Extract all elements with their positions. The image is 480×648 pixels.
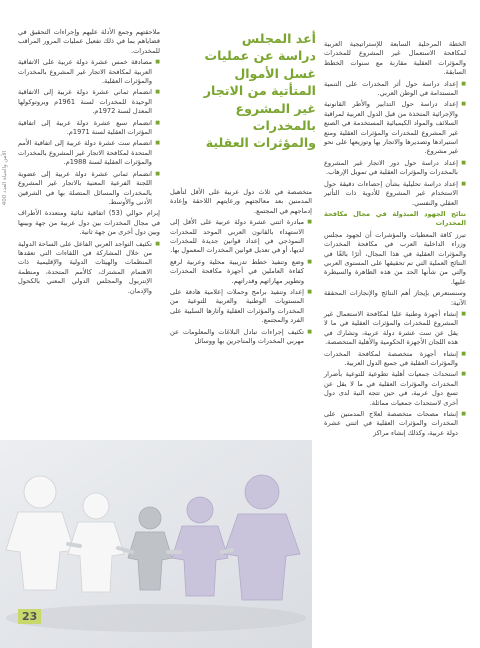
right-paragraph-3: وسنستعرض بإيجاز أهم النتائج والإنجازات المحققة الآتية: — [324, 289, 466, 307]
left-list — [18, 58, 160, 207]
side-label: الأمن والحياة العدد 400 — [2, 150, 8, 206]
left-paragraph: إبرام حوالي (53) اتفاقية ثنائية ومتعددة الأطراف في مجال المخدرات بين دول عربية من جهة وبينها وبين دول أخرى من جهة ثانية. — [18, 209, 160, 237]
list-item: ■ إعداد دراسة حول التدابير والأطر القانونية والإجرائية المتخذة من قبل الدول العربية لمراقبة السلائف والمواد الكيميائية المستخدمة في الصنع غير المشروع للمخدرات والمؤثرات العقلية ومنع استيرادها وتصديرها والاتجار بها وتوزيعها على نحو غير مشروع. — [324, 100, 466, 156]
headline-line: أعد المجلس — [241, 31, 316, 46]
list-item: ■ مصادقة خمس عشرة دولة عربية على الاتفاقية العربية لمكافحة الاتجار غير المشروع بالمخدرات والمؤثرات العقلية. — [18, 58, 160, 86]
list-item: ■ إعداد دراسة حول أثر المخدرات على التنمية المستدامة في الوطن العربي. — [324, 80, 466, 99]
headline-line: والمؤثرات العقلية — [205, 135, 316, 151]
pull-quote-headline — [170, 30, 316, 182]
section-heading: نتائج الجهود المبذولة في مجال مكافحة المخدرات — [324, 209, 466, 228]
headline-line: غير المشروع — [235, 100, 316, 116]
list-item: ■ انضمام ثماني عشرة دولة عربية إلى الاتفاقية الوحيدة للمخدرات لسنة 1961م وبروتوكولها المعدل لسنة 1972م. — [18, 88, 160, 116]
list-item: ■ انضمام ست عشرة دولة عربية إلى اتفاقية الأمم المتحدة لمكافحة الاتجار غير المشروع بالمخدرات والمؤثرات العقلية لسنة 1988م. — [18, 139, 160, 167]
left-list-2 — [18, 240, 160, 296]
left-column — [18, 28, 160, 298]
list-item: ■ تكثيف التواجد العربي الفاعل على الساحة الدولية من خلال المشاركة في اللقاءات التي تعقدها المنظمات والهيئات الدولية والإقليمية ذات الاهتمام المشترك، كالأمم المتحدة، ومنظمة الإنتربول والمجلس الدولي المعني بالكحول والإدمان. — [18, 240, 160, 296]
middle-column — [170, 188, 312, 349]
list-item: ■ انضمام سبع عشرة دولة عربية إلى اتفاقية المؤثرات العقلية لسنة 1971م. — [18, 119, 160, 138]
list-item: ■ مبادرة اثنتي عشرة دولة عربية على الأقل إلى الاستهداء بالقانون العربي الموحد للمخدرات النموذجي في إعداد قوانين جديدة للمخدرات لديها، أو في تعديل قوانين المخدرات المعمول بها. — [170, 218, 312, 256]
list-item: ■ إعداد وتنفيذ برامج وحملات إعلامية هادفة على المستويات الوطنية والعربية للتوعية من المخدرات والمؤثرات العقلية وآثارها السلبية على الفرد والمجتمع. — [170, 288, 312, 326]
list-item: ■ إنشاء مصحات متخصصة لعلاج المدمنين على المخدرات والمؤثرات العقلية في اثنتي عشرة دولة عربية، وكذلك إنشاء مراكز — [324, 410, 466, 438]
right-paragraph-2: تبرز كافة المعطيات والمؤشرات أن لجهود مجلس وزراء الداخلية العرب في مكافحة المخدرات والمؤثرات العقلية في هذا المجال، أثرًا بالغًا في النتائج العملية التي تم تحقيقها على المستوى العربي والتي من شأنها الحد من هذه الظاهرة والسيطرة عليها. — [324, 230, 466, 286]
headline-line: دراسة عن عمليات — [204, 48, 316, 64]
page-number: 23 — [18, 609, 41, 624]
list-item: ■ إعداد دراسة تحليلية بشأن إحصاءات دقيقة حول الاستخدام غير المشروع للأدوية ذات التأثير العقلي والنفسي. — [324, 180, 466, 208]
middle-list — [170, 218, 312, 346]
list-item: ■ وضع وتنفيذ خطط تدريبية محلية وعربية لرفع كفاءة العاملين في أجهزة مكافحة المخدرات وتطوير مهاراتهم وقدراتهم. — [170, 258, 312, 286]
list-item: ■ تكثيف إجراءات تبادل البلاغات والمعلومات عن مهربي المخدرات والمتاجرين بها ووسائل — [170, 328, 312, 347]
right-intro: الخطة المرحلية السابعة للإستراتيجية العربية لمكافحة الاستعمال غير المشروع للمخدرات والمؤثرات العقلية مقارنة مع سنوات الخطط السابقة. — [324, 40, 466, 77]
right-list-2 — [324, 310, 466, 438]
paper-family-photo — [0, 440, 312, 648]
headline-line: غسل الأموال — [234, 65, 316, 81]
list-item: ■ إنشاء أجهزة وطنية عليا لمكافحة الاستعمال غير المشروع للمخدرات والمؤثرات العقلية في ما لا يقل عن ست عشرة دولة عربية، وتشارك في هذه اللجان الأجهزة الحكومية والأهلية المتخصصة. — [324, 310, 466, 348]
list-item: ■ استحداث جمعيات أهلية تطوعية للتوعية بأضرار المخدرات والمؤثرات العقلية في ما لا يقل عن تسع دول عربية، في حين تتجه النية لدى دول أخرى لاستحداث جمعيات مماثلة. — [324, 370, 466, 408]
right-column — [324, 40, 466, 440]
middle-intro: متخصصة في ثلاث دول عربية على الأقل لتأهيل المدمنين بعد معالجتهم ورعايتهم اللاحقة وإعادة إدماجهم في المجتمع. — [170, 188, 312, 215]
list-item: ■ انضمام ثماني عشرة دولة عربية إلى عضوية اللجنة الفرعية المعنية بالاتجار غير المشروع بالمخدرات والمسائل المتصلة بها في الشرقين الأدنى والأوسط. — [18, 170, 160, 208]
headline-line: المتأتية من الاتجار — [203, 83, 316, 99]
headline-line: بالمخدرات — [252, 118, 316, 134]
paper-people-illustration — [0, 440, 312, 648]
left-intro: ملاحقتهم وجمع الأدلة عليهم وإجراءات التحقيق في قضاياهم بما في ذلك تفعيل عمليات المرور المراقب للمخدرات. — [18, 28, 160, 55]
right-list — [324, 80, 466, 208]
list-item: ■ إنشاء أجهزة متخصصة لمكافحة المخدرات والمؤثرات العقلية في جميع الدول العربية. — [324, 350, 466, 369]
list-item: ■ إعداد دراسة حول دور الاتجار غير المشروع بالمخدرات والمؤثرات العقلية في تمويل الإرهاب. — [324, 159, 466, 178]
side-tab — [0, 120, 10, 240]
